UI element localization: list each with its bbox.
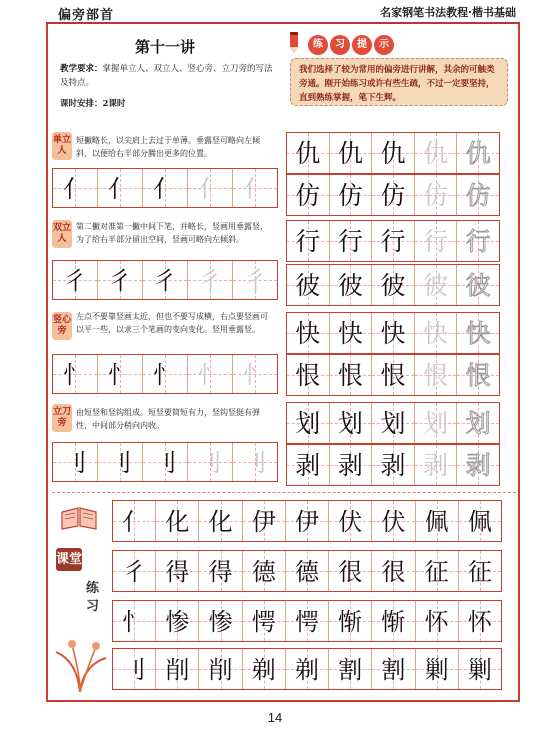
trace-cell: 亻: [233, 169, 277, 207]
lesson-title: 第十一讲: [135, 38, 196, 56]
trace-cell: 刂: [233, 443, 277, 481]
radical-practice-row: [52, 442, 278, 482]
example-row: [286, 354, 500, 396]
practice-cell: 刂: [53, 443, 98, 481]
example-cell: 快: [287, 313, 330, 353]
practice-cell: 忄: [98, 355, 143, 393]
classroom-cell: 亻: [113, 501, 156, 541]
orchid-icon: [52, 632, 108, 694]
practice-tip-badge: [308, 32, 418, 52]
tip-badge-char: 示: [374, 35, 394, 55]
radical-practice-row: [52, 168, 278, 208]
classroom-cell: 愕: [243, 601, 286, 641]
radical-description: 短撇略长，以尖肩上去过于单薄。垂露竖可略向左倾斜，以便给右半部分腾出更多的位置。: [76, 136, 260, 158]
trace-cell: 仿: [415, 175, 458, 215]
trace-cell: 恨: [457, 355, 499, 395]
example-cell: 剥: [372, 445, 415, 485]
classroom-cell: 化: [199, 501, 242, 541]
radical-description: 左点不要靠竖画太近，但也不要写成横，右点要竖画可以平一些，以求三个笔画的变向变化。竖用垂露竖。: [76, 312, 268, 334]
section-divider: [52, 492, 516, 493]
example-cell: 仿: [287, 175, 330, 215]
classroom-cell: 惨: [199, 601, 242, 641]
classroom-cell: 剃: [243, 649, 286, 689]
example-row: [286, 174, 500, 216]
example-cell: 剥: [287, 445, 330, 485]
classroom-cell: 怀: [416, 601, 459, 641]
radical-tag: 立刀旁: [52, 404, 72, 432]
radical-tag: 单立人: [52, 132, 72, 160]
page-number: 14: [267, 710, 283, 725]
trace-cell: 划: [457, 403, 499, 443]
classroom-row: [112, 500, 502, 542]
example-cell: 仇: [330, 133, 373, 173]
classroom-cell: 伏: [372, 501, 415, 541]
radical-practice-row: [52, 354, 278, 394]
example-cell: 仇: [287, 133, 330, 173]
example-cell: 行: [287, 221, 330, 261]
classroom-cell: 惭: [372, 601, 415, 641]
hours-label: 课时安排：: [60, 99, 103, 109]
trace-cell: 仇: [457, 133, 499, 173]
classroom-cell: 惭: [329, 601, 372, 641]
classroom-cell: 刂: [113, 649, 156, 689]
classroom-cell: 得: [156, 551, 199, 591]
trace-cell: 行: [457, 221, 499, 261]
classroom-cell: 怀: [459, 601, 501, 641]
tip-badge-char: 练: [308, 35, 328, 55]
example-cell: 行: [372, 221, 415, 261]
example-cell: 行: [330, 221, 373, 261]
trace-cell: 划: [415, 403, 458, 443]
practice-cell: 彳: [98, 261, 143, 299]
trace-cell: 剥: [457, 445, 499, 485]
example-cell: 仇: [372, 133, 415, 173]
radical-tag: 竖心旁: [52, 312, 72, 340]
trace-cell: 行: [415, 221, 458, 261]
classroom-cell: 剃: [286, 649, 329, 689]
classroom-cell: 征: [459, 551, 501, 591]
classroom-cell: 征: [416, 551, 459, 591]
trace-cell: 刂: [188, 443, 233, 481]
hours-value: 2课时: [102, 99, 126, 109]
example-character-grid: [286, 128, 500, 488]
classroom-cell: 化: [156, 501, 199, 541]
classroom-practice-grid: [112, 500, 502, 696]
practice-tip-text: 我们选择了较为常用的偏旁进行讲解，其余的可触类旁通。刚开始练习或许有些生疏，不过一定要坚持，直到熟练掌握，笔下生辉。: [290, 58, 508, 106]
classroom-row: [112, 648, 502, 690]
trace-cell: 彳: [188, 261, 233, 299]
example-cell: 恨: [330, 355, 373, 395]
example-cell: 仿: [372, 175, 415, 215]
classroom-cell: 彳: [113, 551, 156, 591]
classroom-row: [112, 600, 502, 642]
practice-cell: 忄: [53, 355, 98, 393]
classroom-row: [112, 550, 502, 592]
trace-cell: 彼: [457, 265, 499, 305]
example-cell: 划: [287, 403, 330, 443]
example-cell: 彼: [372, 265, 415, 305]
trace-cell: 忄: [233, 355, 277, 393]
pencil-icon: [286, 30, 302, 54]
example-cell: 划: [330, 403, 373, 443]
book-title: 名家钢笔书法教程·楷书基础: [380, 6, 516, 19]
trace-cell: 忄: [188, 355, 233, 393]
classroom-cell: 剿: [416, 649, 459, 689]
tip-badge-char: 习: [330, 35, 350, 55]
practice-cell: 亻: [98, 169, 143, 207]
trace-cell: 快: [457, 313, 499, 353]
example-cell: 仿: [330, 175, 373, 215]
radical-practice-row: [52, 260, 278, 300]
classroom-cell: 割: [372, 649, 415, 689]
example-cell: 恨: [372, 355, 415, 395]
classroom-cell: 愕: [286, 601, 329, 641]
example-cell: 剥: [330, 445, 373, 485]
classroom-cell: 伊: [286, 501, 329, 541]
example-row: [286, 132, 500, 174]
practice-cell: 刂: [98, 443, 143, 481]
example-cell: 快: [330, 313, 373, 353]
practice-cell: 忄: [143, 355, 188, 393]
classroom-cell: 忄: [113, 601, 156, 641]
trace-cell: 仿: [457, 175, 499, 215]
classroom-cell: 惨: [156, 601, 199, 641]
radical-description: 由短竖和竖钩组成。短竖要简短有力，竖钩竖挺有弹性，中间部分稍向内收。: [76, 408, 260, 430]
radical-tag: 双立人: [52, 220, 72, 248]
teaching-requirement: [60, 62, 280, 90]
book-icon: [60, 506, 98, 530]
example-cell: 彼: [330, 265, 373, 305]
practice-cell: 亻: [143, 169, 188, 207]
classroom-cell: 剿: [459, 649, 501, 689]
practice-cell: 亻: [53, 169, 98, 207]
classroom-cell: 伏: [329, 501, 372, 541]
example-cell: 恨: [287, 355, 330, 395]
classroom-label: 课堂: [56, 548, 82, 571]
section-header: 偏旁部首: [58, 8, 115, 23]
example-row: [286, 312, 500, 354]
trace-cell: 仇: [415, 133, 458, 173]
trace-cell: 彳: [233, 261, 277, 299]
example-row: [286, 444, 500, 486]
trace-cell: 快: [415, 313, 458, 353]
classroom-cell: 割: [329, 649, 372, 689]
requirement-label: 教学要求：: [60, 64, 103, 74]
classroom-cell: 很: [372, 551, 415, 591]
trace-cell: 彼: [415, 265, 458, 305]
example-cell: 快: [372, 313, 415, 353]
trace-cell: 亻: [188, 169, 233, 207]
classroom-cell: 削: [199, 649, 242, 689]
example-cell: 彼: [287, 265, 330, 305]
classroom-cell: 佩: [416, 501, 459, 541]
example-row: [286, 220, 500, 262]
example-cell: 划: [372, 403, 415, 443]
tip-badge-char: 提: [352, 35, 372, 55]
trace-cell: 恨: [415, 355, 458, 395]
classroom-cell: 德: [243, 551, 286, 591]
classroom-cell: 削: [156, 649, 199, 689]
class-hours: [60, 97, 125, 109]
classroom-cell: 伊: [243, 501, 286, 541]
classroom-cell: 很: [329, 551, 372, 591]
practice-cell: 彳: [53, 261, 98, 299]
radical-description: 第二撇对准第一撇中间下笔，并略长，竖画用垂露竖，为了给右半部分留出空间，竖画可略向左倾斜。: [76, 222, 268, 244]
classroom-cell: 德: [286, 551, 329, 591]
classroom-cell: 得: [199, 551, 242, 591]
example-row: [286, 402, 500, 444]
example-row: [286, 264, 500, 306]
classroom-cell: 佩: [459, 501, 501, 541]
requirement-text: 掌握单立人、双立人、竖心旁、立刀旁的写法及特点。: [60, 64, 273, 88]
practice-cell: 彳: [143, 261, 188, 299]
practice-cell: 刂: [143, 443, 188, 481]
trace-cell: 剥: [415, 445, 458, 485]
practice-label: 练习: [86, 581, 100, 614]
